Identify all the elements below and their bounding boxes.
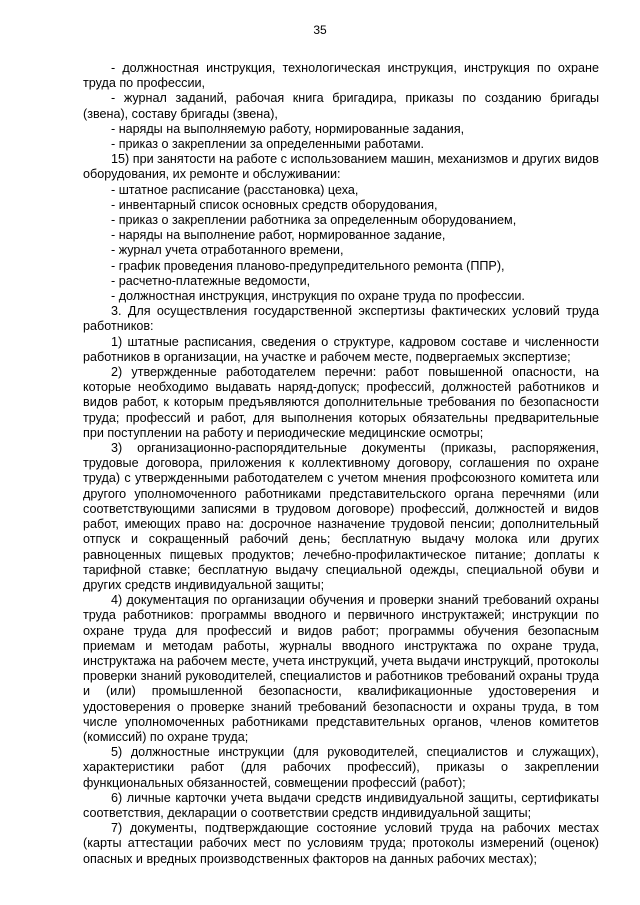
paragraph: 3) организационно-распорядительные документы (приказы, распоряжения, трудовые договора, приложения к коллективному договору, соглашения по охране труда) с утвержденными работодателем с учетом мнения профсоюзного комитета или другого уполномоченного работниками представительского органа перечнями (или соответствующими записями в трудовом договоре) профессий, должностей и видов работ, имеющих право на: досрочное назначение трудовой пенсии; дополнительный отпуск и сокращенный рабочий день; бесплатную выдачу молока или других равноценных пищевых продуктов; лечебно-профилактическое питание; доплаты к тарифной ставке; бесплатную выдачу специальной одежды, специальной обуви и других средств индивидуальной защиты; — [83, 441, 599, 592]
paragraph: - наряды на выполнение работ, нормированное задание, — [111, 228, 446, 243]
paragraph: - журнал заданий, рабочая книга бригадира, приказы по созданию бригады (звена), составу бригады (звена), — [83, 91, 599, 121]
paragraph: - приказ о закреплении за определенными работами. — [111, 137, 425, 152]
paragraph: - приказ о закреплении работника за определенным оборудованием, — [111, 213, 517, 228]
paragraph: - расчетно-платежные ведомости, — [111, 273, 311, 288]
paragraph: 2) утвержденные работодателем перечни: работ повышенной опасности, на которые необходимо выдавать наряд-допуск; профессий, должностей работников и видов работ, к которым предъявляются дополнительные требования по безопасности труда; профессий и работ, для выполнения которых обязательны предварительные при поступлении на работу и периодические медицинские осмотры; — [83, 365, 599, 440]
paragraph: - график проведения планово-предупредительного ремонта (ППР), — [111, 258, 505, 273]
paragraph: - наряды на выполняемую работу, нормированные задания, — [111, 121, 465, 136]
paragraph: 3. Для осуществления государственной экспертизы фактических условий труда работников: — [83, 304, 599, 334]
paragraph: - инвентарный список основных средств оборудования, — [111, 197, 438, 212]
paragraph: 4) документация по организации обучения и проверки знаний требований охраны труда работников: программы вводного и первичного инструктажей; инструкции по охране труда для профессий и видов работ; программы обучения безопасным приемам и методам работы, журналы вводного инструктажа по охране труда, инструктажа на рабочем месте, учета инструкций, учета выдачи инструкций, протоколы проверки знаний руководителей, специалистов и работников требований охраны труда и (или) промышленной безопасности, квалификационные удостоверения и удостоверения о проверке знаний требований безопасности и охраны труда, в том числе уполномоченных работниками представительных органов, членов комитетов (комиссий) по охране труда; — [83, 593, 599, 744]
paragraph: 5) должностные инструкции (для руководителей, специалистов и служащих), характеристики работ (для рабочих профессий), приказы о закреплении функциональных обязанностей, совмещении профессий (работ); — [83, 745, 599, 790]
paragraph: - журнал учета отработанного времени, — [111, 243, 344, 258]
page-number: 35 — [313, 23, 327, 37]
paragraph: - должностная инструкция, технологическая инструкция, инструкция по охране труда по профессии, — [83, 61, 599, 91]
paragraph: 7) документы, подтверждающие состояние условий труда на рабочих местах (карты аттестации рабочих мест по условиям труда; протоколы измерений (оценок) опасных и вредных производственных факторов на данных рабочих местах); — [83, 821, 599, 866]
paragraph: 6) личные карточки учета выдачи средств индивидуальной защиты, сертификаты соответствия, декларации о соответствии средств индивидуальной защиты; — [83, 790, 599, 820]
paragraph: 1) штатные расписания, сведения о структуре, кадровом составе и численности работников в организации, на участке и рабочем месте, подвергаемых экспертизе; — [83, 334, 599, 364]
document-body — [83, 61, 599, 867]
paragraph: - штатное расписание (расстановка) цеха, — [111, 182, 359, 197]
paragraph: - должностная инструкция, инструкция по охране труда по профессии. — [111, 289, 525, 304]
paragraph: 15) при занятости на работе с использованием машин, механизмов и других видов оборудования, их ремонте и обслуживании: — [83, 152, 599, 182]
